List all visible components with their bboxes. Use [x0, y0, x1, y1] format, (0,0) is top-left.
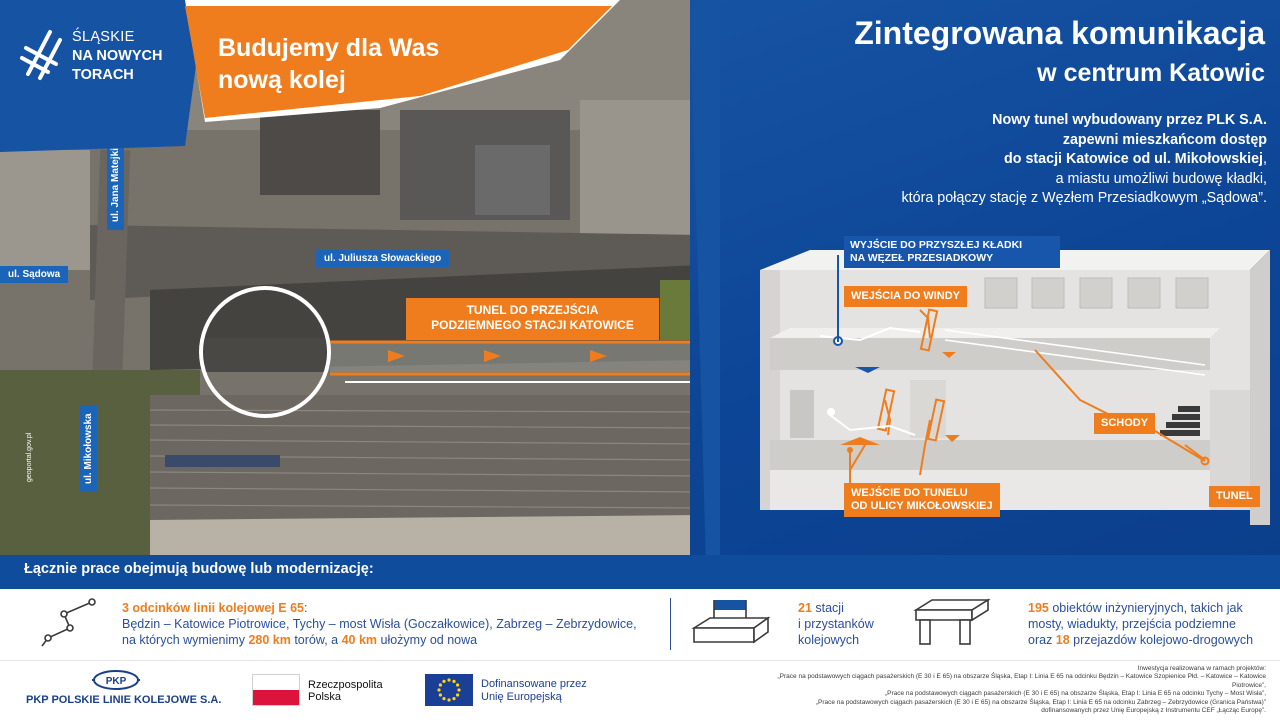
street-label-mikolowska: ul. Mikołowska [80, 405, 97, 492]
description-line-2: zapewni mieszkańcom dostęp [1062, 131, 1267, 148]
stat-objects-line3a: oraz [1028, 633, 1056, 647]
rp-logo-text [308, 679, 383, 703]
brand-rail-icon [20, 26, 64, 82]
footnote-line-1: Inwestycja realizowana w ramach projektów: [1137, 665, 1266, 672]
description-line-5: która połączy stację z Węzłem Przesiadkowym „Sądowa”. [901, 190, 1267, 206]
headline [218, 32, 439, 96]
bridge-exit-label [844, 236, 1060, 268]
headline-line-1: Budujemy dla Was [218, 34, 440, 62]
stat-objects-num: 195 [1028, 601, 1049, 615]
stat-objects-line1-text: obiektów inżynieryjnych, takich jak [1048, 601, 1243, 615]
stat-stations-word: stacji [811, 601, 844, 615]
svg-text:PKP: PKP [105, 676, 127, 687]
pkp-logo-icon [92, 668, 140, 692]
stat-desc2-a: na których wymienimy [122, 633, 249, 647]
stat-objects-num2: 18 [1055, 633, 1070, 647]
route-map-icon [36, 596, 100, 652]
street-label-matejki: ul. Jana Matejki [107, 140, 124, 230]
polish-flag-white [253, 675, 299, 690]
stat-railway-lines-desc2 [122, 632, 662, 648]
panel-divider-shape [680, 0, 720, 565]
polish-flag-red [253, 690, 299, 705]
map-source-credit: geoportal.gov.pl [26, 432, 33, 482]
description-line-4: a miastu umożliwi budowę kładki, [1055, 170, 1267, 187]
stat-km-1: 280 km [248, 633, 291, 647]
tunnel-entry-label-line2: OD ULICY MIKOŁOWSKIEJ [851, 500, 993, 512]
eu-line2: Unię Europejską [481, 690, 562, 703]
stat-objects-line1 [1028, 600, 1273, 616]
stat-railway-lines-desc1: Będzin – Katowice Piotrowice, Tychy – most Wisła (Goczałkowice), Zabrzeg – Zebrzydowice, [122, 617, 637, 631]
stat-km-2: 40 km [341, 633, 378, 647]
stat-railway-lines-title [122, 600, 662, 616]
stat-railway-lines [122, 600, 662, 648]
stat-stations-line2: i przystanków [798, 617, 874, 631]
main-title [740, 12, 1265, 90]
description [760, 111, 1267, 209]
description-line-1: Nowy tunel wybudowany przez PLK S.A. [992, 112, 1267, 128]
footer-divider [0, 660, 1280, 661]
elevators-label: WEJŚCIA DO WINDY [844, 286, 967, 307]
stat-stations-line3: kolejowych [798, 633, 860, 647]
summary-heading: Łącznie prace obejmują budowę lub modernizację: [24, 561, 374, 577]
stat-stations-num: 21 [798, 601, 812, 615]
brand-line-2: NA NOWYCH [72, 48, 163, 64]
stat-stations-line1 [798, 600, 908, 616]
street-label-slowackiego: ul. Juliusza Słowackiego [316, 250, 449, 267]
tunnel-map-label-line1: TUNEL DO PRZEJŚCIA [466, 303, 599, 317]
station-building-diagram [750, 240, 1270, 540]
description-line-3-tail: , [1263, 151, 1267, 167]
stat-objects-line3b: przejazdów kolejowo-drogowych [1069, 633, 1254, 647]
stats-divider [670, 598, 671, 650]
main-title-line-2: w centrum Katowic [1037, 59, 1265, 87]
rp-line2: Polska [308, 691, 342, 703]
footnote-line-2: „Prace na podstawowych ciągach pasażerskich (E 30 i E 65) na obszarze Śląska, Etap I: Linia E 65 na odcinku Będzin – Katowice Szopienice Płd. – Katowice – Katowice Piotrowice”, [777, 673, 1266, 689]
pkp-logo-text: PKP POLSKIE LINIE KOLEJOWE S.A. [26, 694, 222, 706]
rp-line1: Rzeczpospolita [308, 679, 383, 691]
project-footnote [746, 665, 1266, 715]
tunnel-map-label [406, 298, 659, 340]
tunnel-label: TUNEL [1209, 486, 1260, 507]
stat-objects-line2: mosty, wiadukty, przejścia podziemne [1028, 617, 1236, 631]
station-platform-icon [690, 596, 774, 652]
tunnel-entry-label-line1: WEJŚCIE DO TUNELU [851, 487, 968, 499]
bridge-exit-label-line2: NA WĘZEŁ PRZESIADKOWY [850, 252, 994, 264]
tunnel-entry-label [844, 483, 1000, 517]
footnote-line-4: „Prace na podstawowych ciągach pasażerskich (E 30 i E 65) na obszarze Śląska, Etap I: Linia E 65 na odcinku Zabrzeg – Zebrzydowice (Granica Państwa)” [815, 698, 1266, 706]
stat-railway-lines-colon: : [304, 601, 308, 615]
footnote-line-5: dofinansowanych przez Unię Europejską z Instrumentu CEF „Łącząc Europę”. [1041, 707, 1266, 715]
tunnel-map-label-line2: PODZIEMNEGO STACJI KATOWICE [431, 318, 634, 332]
stat-stations [798, 600, 908, 648]
main-title-line-1: Zintegrowana komunikacja [854, 15, 1265, 51]
bridge-exit-label-line1: WYJŚCIE DO PRZYSZŁEJ KŁADKI [850, 239, 1023, 251]
brand-name [72, 28, 162, 85]
brand-line-3: TORACH [72, 67, 134, 83]
footnote-line-3: „Prace na podstawowych ciągach pasażerskich (E 30 i E 65) na obszarze Śląska, Etap I: Linia E 65 na odcinku Tychy – Most Wisła”, [884, 690, 1266, 698]
eu-logo-text [481, 678, 587, 703]
description-line-3 [760, 150, 1267, 170]
stat-objects-line3 [1028, 632, 1273, 648]
stat-engineering-objects [1028, 600, 1273, 648]
brand-line-1: ŚLĄSKIE [72, 29, 135, 45]
polish-flag [252, 674, 300, 706]
stairs-label: SCHODY [1094, 413, 1155, 434]
stat-railway-lines-bold: 3 odcinków linii kolejowej E 65 [122, 601, 304, 615]
headline-line-2: nową kolej [218, 66, 346, 94]
street-label-sadowa: ul. Sądowa [0, 266, 68, 283]
eu-line1: Dofinansowane przez [481, 678, 587, 690]
stat-desc2-c: ułożymy od nowa [377, 633, 478, 647]
stat-desc2-b: torów, a [290, 633, 342, 647]
description-line-3-bold: do stacji Katowice od ul. Mikołowskiej [1004, 151, 1264, 167]
eu-flag-icon [425, 674, 473, 706]
bridge-structure-icon [912, 596, 992, 652]
